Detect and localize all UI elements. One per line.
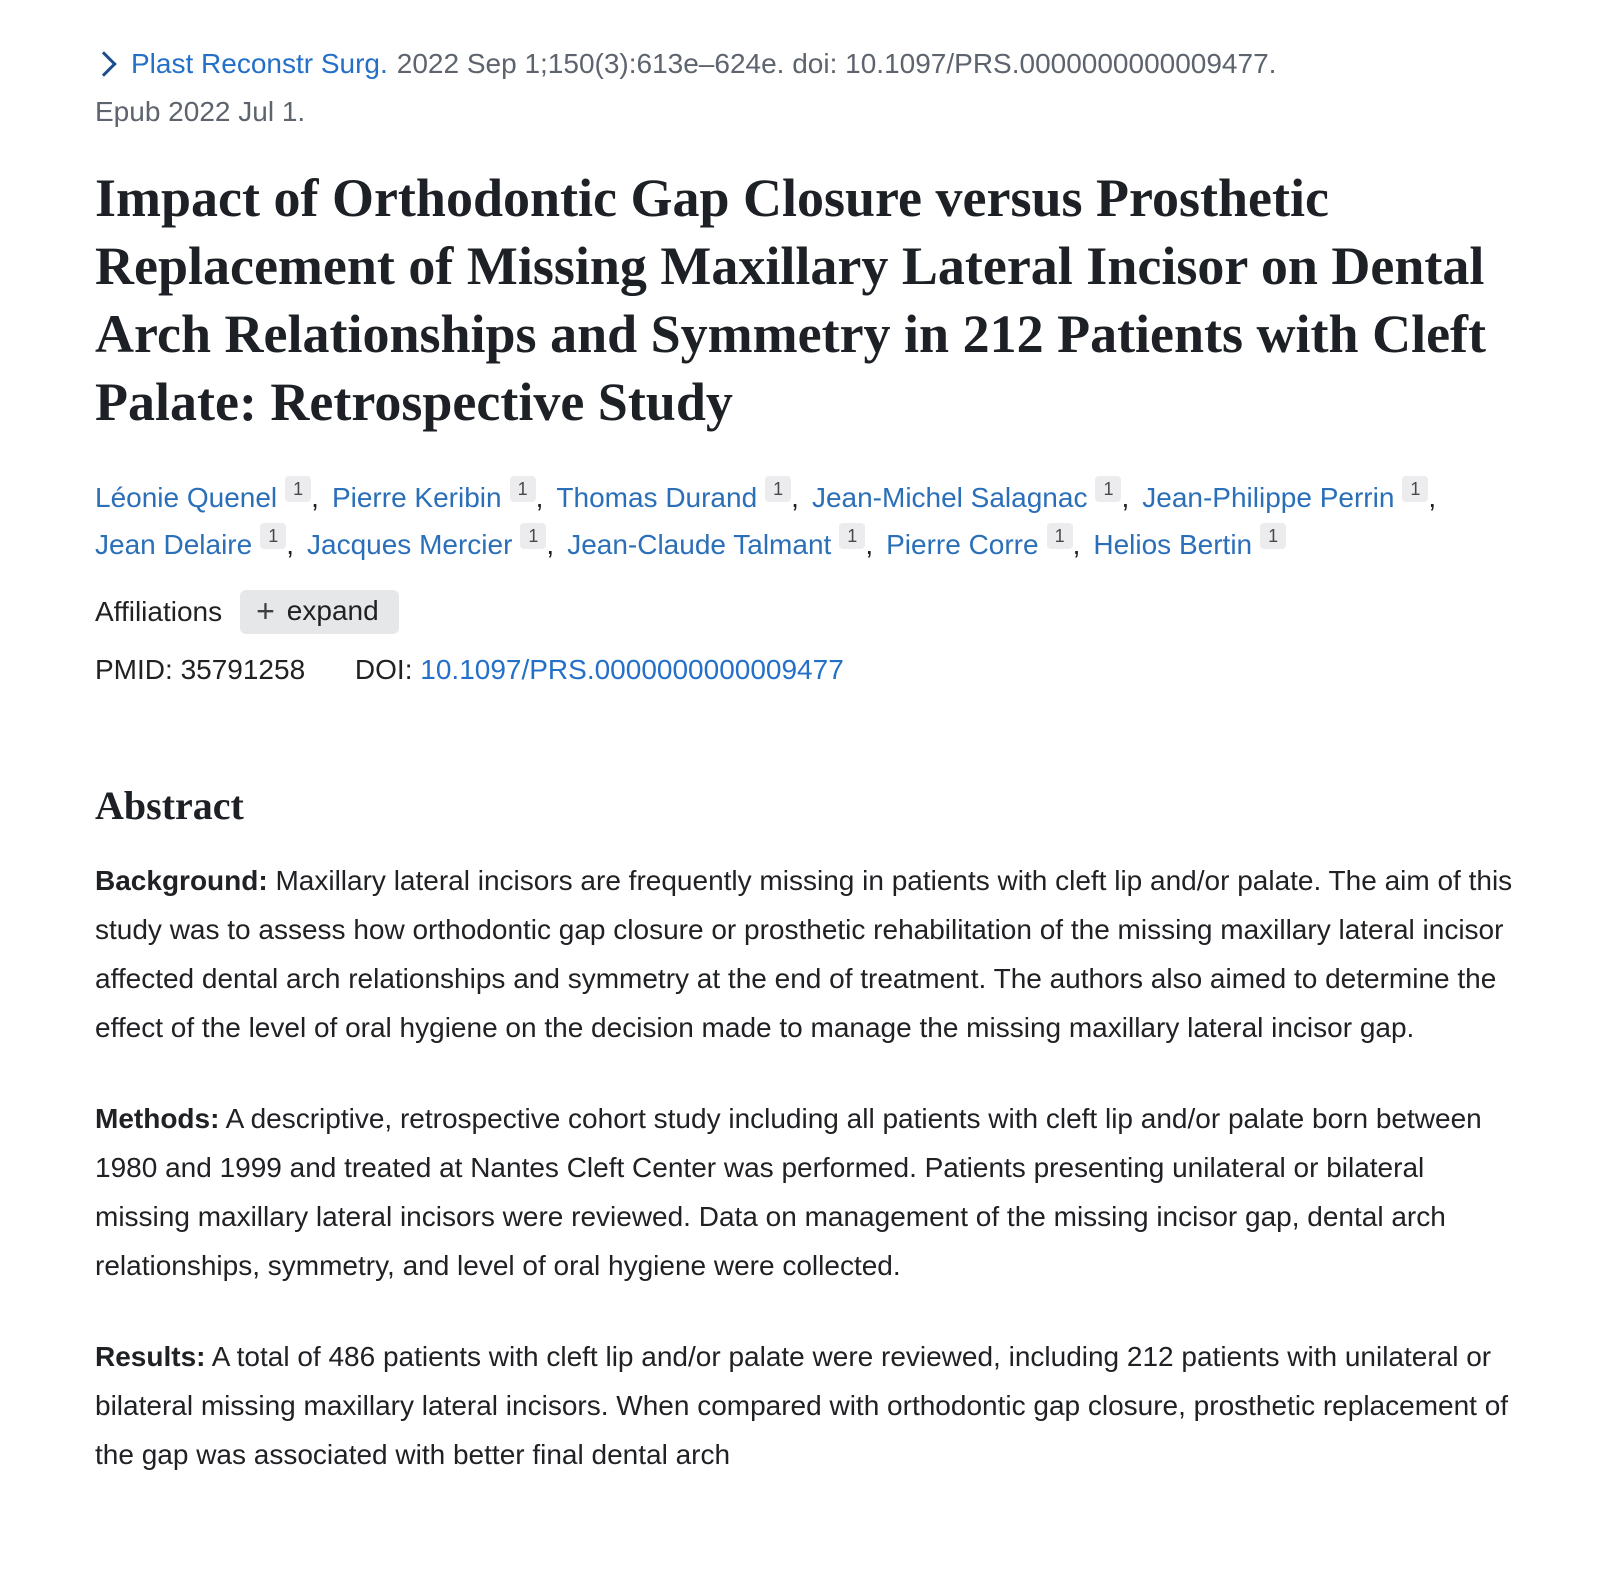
author-separator: , — [1072, 529, 1081, 560]
author-item — [332, 474, 543, 521]
author-separator: , — [791, 482, 799, 513]
citation-text — [131, 40, 1276, 88]
abstract-paragraph-methods — [95, 1094, 1523, 1290]
pmid-value: 35791258 — [180, 654, 306, 685]
doi-link[interactable]: 10.1097/PRS.0000000000009477 — [420, 654, 844, 685]
expand-affiliations-button[interactable] — [240, 590, 399, 634]
results-label: Results: — [95, 1341, 206, 1372]
abstract-paragraph-background — [95, 856, 1523, 1052]
author-item — [95, 474, 319, 521]
author-separator: , — [535, 482, 544, 513]
citation-epub: Epub 2022 Jul 1. — [95, 96, 306, 127]
author-list — [95, 474, 1523, 568]
author-separator: , — [1121, 482, 1130, 513]
author-link[interactable]: Thomas Durand — [556, 482, 758, 513]
author-item — [567, 521, 873, 568]
citation-block — [95, 40, 1523, 136]
affiliation-badge[interactable]: 1 — [839, 523, 865, 549]
background-label: Background: — [95, 865, 268, 896]
author-item — [556, 474, 799, 521]
background-text: Maxillary lateral incisors are frequently missing in patients with cleft lip and/or palate. The aim of this study was to assess how orthodontic gap closure or prosthetic rehabilitation of the missing maxillary lateral incisor affected dental arch relationships and symmetry at the end of treatment. The authors also aimed to determine the effect of the level of oral hygiene on the decision made to manage the missing maxillary lateral incisor gap. — [95, 865, 1513, 1043]
pmid-label: PMID: — [95, 654, 173, 685]
abstract-heading: Abstract — [95, 783, 244, 828]
author-item — [1142, 474, 1436, 521]
chevron-right-icon[interactable] — [91, 51, 116, 76]
doi-label: DOI: — [354, 654, 413, 685]
author-separator: , — [546, 529, 555, 560]
author-link[interactable]: Jean Delaire — [95, 529, 253, 560]
article-content — [95, 40, 1523, 1479]
author-separator: , — [286, 529, 294, 560]
results-text: A total of 486 patients with cleft lip and/or palate were reviewed, including 212 patients with unilateral or bilateral missing maxillary lateral incisors. When compared with orthodontic gap closure, prosthetic replacement of the gap was associated with better final dental arch — [95, 1341, 1509, 1470]
author-separator: , — [1428, 482, 1437, 513]
affiliation-badge[interactable]: 1 — [1095, 476, 1121, 502]
affiliation-badge[interactable]: 1 — [520, 523, 546, 549]
affiliation-badge[interactable]: 1 — [1047, 523, 1073, 549]
author-link[interactable]: Léonie Quenel — [95, 482, 278, 513]
plus-icon: + — [256, 593, 275, 629]
affiliation-badge[interactable]: 1 — [260, 523, 286, 549]
affiliation-badge[interactable]: 1 — [1402, 476, 1428, 502]
author-item — [812, 474, 1129, 521]
affiliation-badge[interactable]: 1 — [510, 476, 536, 502]
affiliation-badge[interactable]: 1 — [765, 476, 791, 502]
author-separator: , — [311, 482, 319, 513]
author-item — [1093, 521, 1286, 568]
author-link[interactable]: Jean-Michel Salagnac — [811, 482, 1088, 513]
affiliation-badge[interactable]: 1 — [285, 476, 311, 502]
author-item — [95, 521, 294, 568]
author-link[interactable]: Helios Bertin — [1093, 529, 1253, 560]
abstract-paragraph-results — [95, 1332, 1523, 1479]
author-link[interactable]: Jacques Mercier — [307, 529, 513, 560]
article-title: Impact of Orthodontic Gap Closure versus Prosthetic Replacement of Missing Maxillary Lateral Incisor on Dental Arch Relationships and Symmetry in 212 Patients with Cleft Palate: Retrospective Study — [95, 168, 1487, 432]
author-separator: , — [865, 529, 874, 560]
author-link[interactable]: Pierre Corre — [886, 529, 1039, 560]
author-link[interactable]: Pierre Keribin — [331, 482, 502, 513]
methods-label: Methods: — [95, 1103, 220, 1134]
pmid-group — [95, 654, 313, 685]
author-item — [307, 521, 554, 568]
citation-line — [95, 40, 1523, 88]
affiliation-badge[interactable]: 1 — [1260, 523, 1286, 549]
identifiers-row — [95, 650, 1523, 690]
affiliations-row — [95, 590, 1523, 634]
doi-group — [355, 654, 844, 685]
author-link[interactable]: Jean-Claude Talmant — [567, 529, 832, 560]
expand-button-label: expand — [286, 595, 379, 626]
author-item — [886, 521, 1080, 568]
journal-link[interactable]: Plast Reconstr Surg. — [131, 48, 388, 79]
methods-text: A descriptive, retrospective cohort study including all patients with cleft lip and/or palate born between 1980 and 1999 and treated at Nantes Cleft Center was performed. Patients presenting unilateral or bilateral missing maxillary lateral incisors were reviewed. Data on management of the missing incisor gap, dental arch relationships, symmetry, and level of oral hygiene were collected. — [95, 1103, 1482, 1281]
affiliations-label: Affiliations — [95, 596, 223, 627]
citation-details: 2022 Sep 1;150(3):613e–624e. doi: 10.1097/PRS.0000000000009477. — [396, 48, 1277, 79]
author-link[interactable]: Jean-Philippe Perrin — [1142, 482, 1395, 513]
